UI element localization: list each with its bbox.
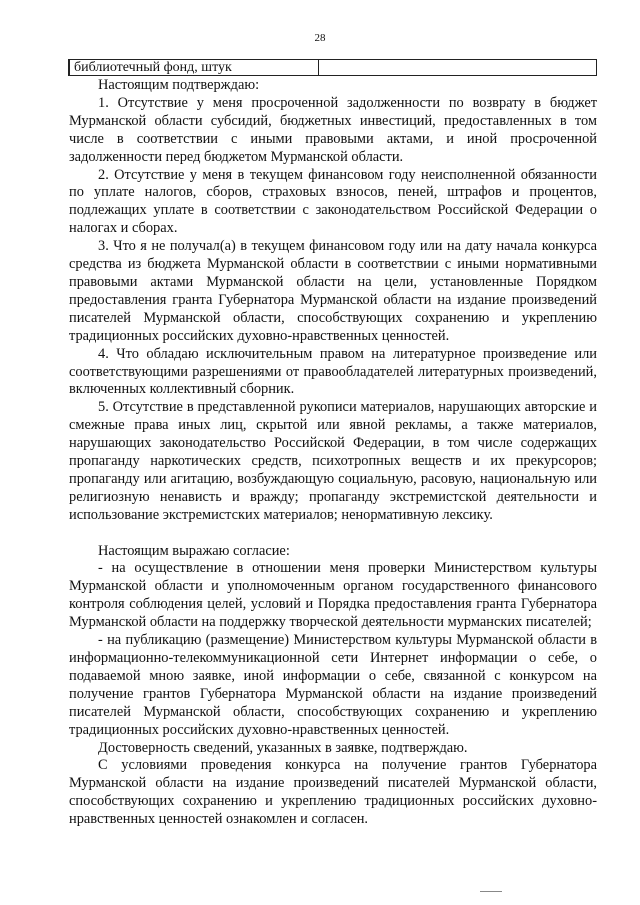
document-body	[69, 77, 597, 829]
confirm-heading: Настоящим подтверждаю:	[98, 77, 260, 93]
confirm-item-3: 3. Что я не получал(а) в текущем финансовом году или на дату начала конкурса средства из бюджета Мурманской области в соответствии с иными нормативными правовыми актами Мурманской области на цели, установленные Порядком предоставления гранта Губернатора Мурманской области на издание произведений писателей Мурманской области, способствующих сохранению и укреплению традиционных российских духовно-нравственных ценностей.	[69, 238, 597, 344]
consent-item-1: - на осуществление в отношении меня проверки Министерством культуры Мурманской области и уполномоченным органом государственного финансового контроля соблюдения целей, условий и Порядка предоставления гранта Губернатора Мурманской области на поддержку творческой деятельности мурманских писателей;	[69, 560, 597, 631]
confirm-item-2: 2. Отсутствие у меня в текущем финансовом году неисполненной обязанности по уплате налогов, сборов, страховых взносов, пеней, штрафов и процентов, подлежащих уплате в соответствии с законодательством Российской Федерации о налогах и сборах.	[69, 166, 597, 237]
consent-item-2: - на публикацию (размещение) Министерством культуры Мурманской области в информационно-телекоммуникационной сети Интернет информации о себе, о подаваемой мною заявке, иной информации о себе, связанной с конкурсом на получение грантов Губернатора Мурманской области на издание произведений писателей Мурманской области, способствующих сохранению и укреплению традиционных российских духовно-нравственных ценностей.	[69, 632, 597, 738]
accuracy-statement: Достоверность сведений, указанных в заявке, подтверждаю.	[98, 739, 468, 756]
confirm-item-1: 1. Отсутствие у меня просроченной задолженности по возврату в бюджет Мурманской области субсидий, бюджетных инвестиций, предоставленных в том числе в соответствии с иными правовыми актами, и иной просроченной задолженности перед бюджетом Мурманской области.	[69, 94, 597, 165]
page-number: 28	[314, 32, 326, 44]
table-cell-value	[319, 60, 596, 75]
consent-heading: Настоящим выражаю согласие:	[98, 542, 290, 559]
confirm-item-5: 5. Отсутствие в представленной рукописи материалов, нарушающих авторские и смежные права иных лиц, скрытой или явной рекламы, а также материалов, нарушающих законодательство Российской Федерации, в том числе содержащих пропаганду наркотических средств, психотропных веществ и их прекурсоров; пропаганду или агитацию, возбуждающую социальную, расовую, национальную или религиозную ненависть и вражду; пропаганду экстремистской деятельности и использование экстремистских материалов; ненормативную лексику.	[69, 399, 597, 523]
footer-mark	[480, 891, 502, 892]
table-row	[68, 59, 597, 76]
confirm-item-4: 4. Что обладаю исключительным правом на литературное произведение или соответствующими разрешениями от правообладателей литературных произведений, включенных коллективный сборник.	[69, 345, 597, 398]
closing-statement: С условиями проведения конкурса на получение грантов Губернатора Мурманской области на издание произведений писателей Мурманской области, способствующих сохранению и укреплению традиционных российских духовно-нравственных ценностей ознакомлен и согласен.	[69, 757, 597, 828]
table-cell-label: библиотечный фонд, штук	[70, 60, 319, 75]
